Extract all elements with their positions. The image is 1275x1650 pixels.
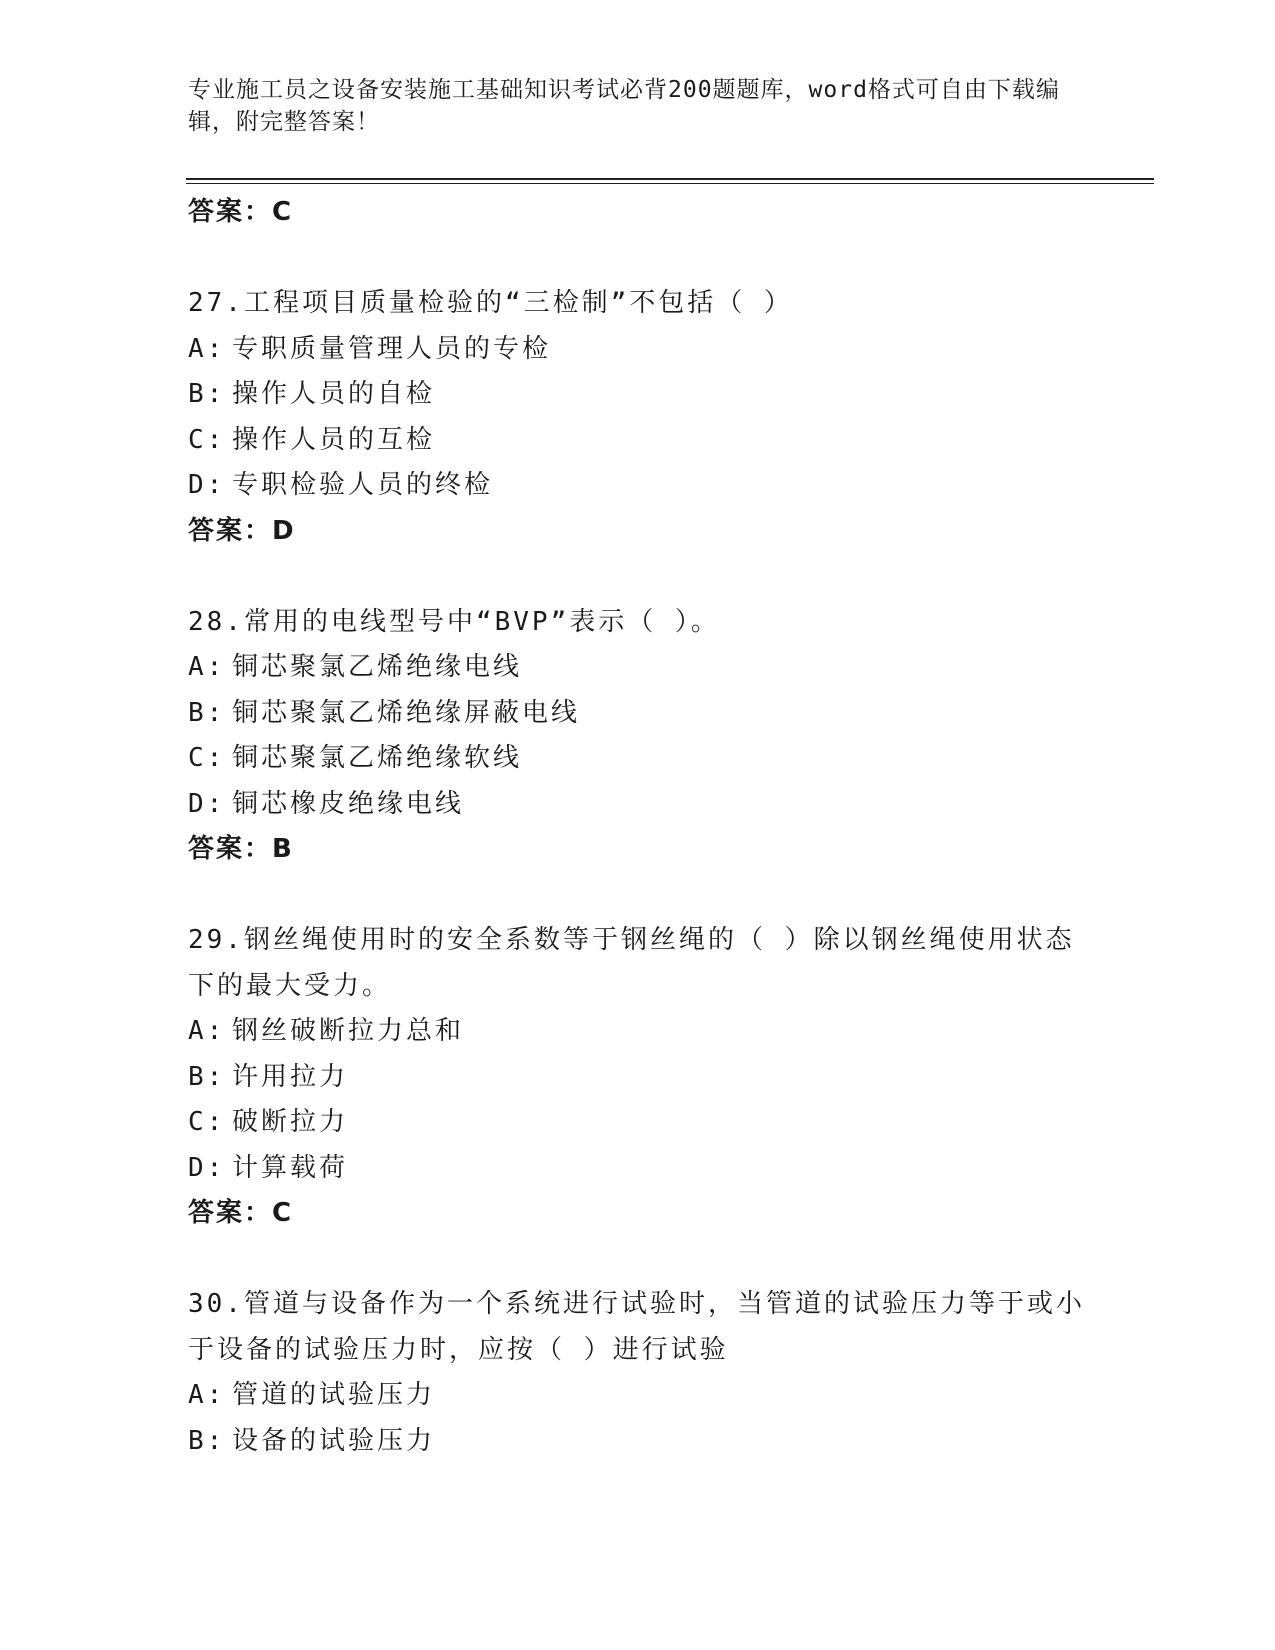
option-letter: B: [188, 1061, 226, 1092]
option-a [188, 327, 1088, 373]
answer-text: 答案：B [188, 834, 294, 864]
option-letter: C: [188, 1107, 226, 1137]
question-text: 27.工程项目质量检验的“三检制”不包括（ ） [188, 288, 793, 318]
question-text: 29.钢丝绳使用时的安全系数等于钢丝绳的（ ）除以钢丝绳使用状态下的最大受力。 [188, 925, 1075, 1001]
header-rule-thin [186, 183, 1154, 184]
option-text: 铜芯聚氯乙烯绝缘软线 [232, 743, 523, 773]
option-b [188, 1055, 1088, 1101]
option-letter: C: [188, 424, 226, 455]
option-text: 专职检验人员的终检 [232, 470, 494, 500]
question-block [188, 918, 1088, 1237]
option-letter: D: [188, 470, 226, 500]
option-c [188, 418, 1088, 464]
answer-text: 答案：C [188, 1198, 294, 1228]
option-c [188, 1100, 1088, 1146]
option-letter: B: [188, 1425, 226, 1456]
option-text: 操作人员的自检 [232, 379, 436, 409]
option-b [188, 1419, 1088, 1465]
spacer [188, 873, 1088, 919]
question-block [188, 600, 1088, 873]
header-rule-thick [186, 178, 1154, 180]
previous-answer: 答案：C [188, 197, 294, 227]
option-letter: D: [188, 1152, 226, 1183]
question-text: 28.常用的电线型号中“BVP”表示（ ）。 [188, 606, 720, 637]
option-text: 钢丝破断拉力总和 [232, 1016, 465, 1046]
option-text: 许用拉力 [232, 1061, 349, 1092]
option-letter: A: [188, 1380, 226, 1410]
option-b [188, 372, 1088, 418]
option-text: 计算载荷 [232, 1152, 349, 1183]
option-a [188, 645, 1088, 691]
option-text: 专职质量管理人员的专检 [232, 333, 552, 364]
option-a [188, 1009, 1088, 1055]
option-text: 铜芯橡皮绝缘电线 [232, 788, 465, 819]
option-text: 铜芯聚氯乙烯绝缘屏蔽电线 [232, 697, 581, 728]
question-block [188, 281, 1088, 554]
option-letter: B: [188, 379, 226, 409]
spacer [188, 1237, 1088, 1283]
option-letter: A: [188, 1016, 226, 1046]
spacer [188, 554, 1088, 600]
option-d [188, 782, 1088, 828]
question-text: 30.管道与设备作为一个系统进行试验时，当管道的试验压力等于或小于设备的试验压力时，应按（ ）进行试验 [188, 1289, 1085, 1365]
option-b [188, 691, 1088, 737]
option-letter: A: [188, 652, 226, 682]
option-text: 操作人员的互检 [232, 424, 436, 455]
option-a [188, 1373, 1088, 1419]
option-letter: C: [188, 743, 226, 773]
option-letter: A: [188, 333, 226, 364]
option-text: 管道的试验压力 [232, 1380, 436, 1410]
option-text: 铜芯聚氯乙烯绝缘电线 [232, 652, 523, 682]
option-d [188, 1146, 1088, 1192]
answer-text: 答案：D [188, 515, 296, 546]
option-letter: B: [188, 697, 226, 728]
option-text: 设备的试验压力 [232, 1425, 436, 1456]
document-header: 专业施工员之设备安装施工基础知识考试必背200题题库，word格式可自由下载编辑，附完整答案！ [188, 77, 1060, 135]
question-list [188, 190, 1088, 1464]
option-text: 破断拉力 [232, 1107, 349, 1137]
spacer [188, 236, 1088, 282]
option-letter: D: [188, 788, 226, 819]
option-c [188, 736, 1088, 782]
option-d [188, 463, 1088, 509]
question-block [188, 1282, 1088, 1464]
